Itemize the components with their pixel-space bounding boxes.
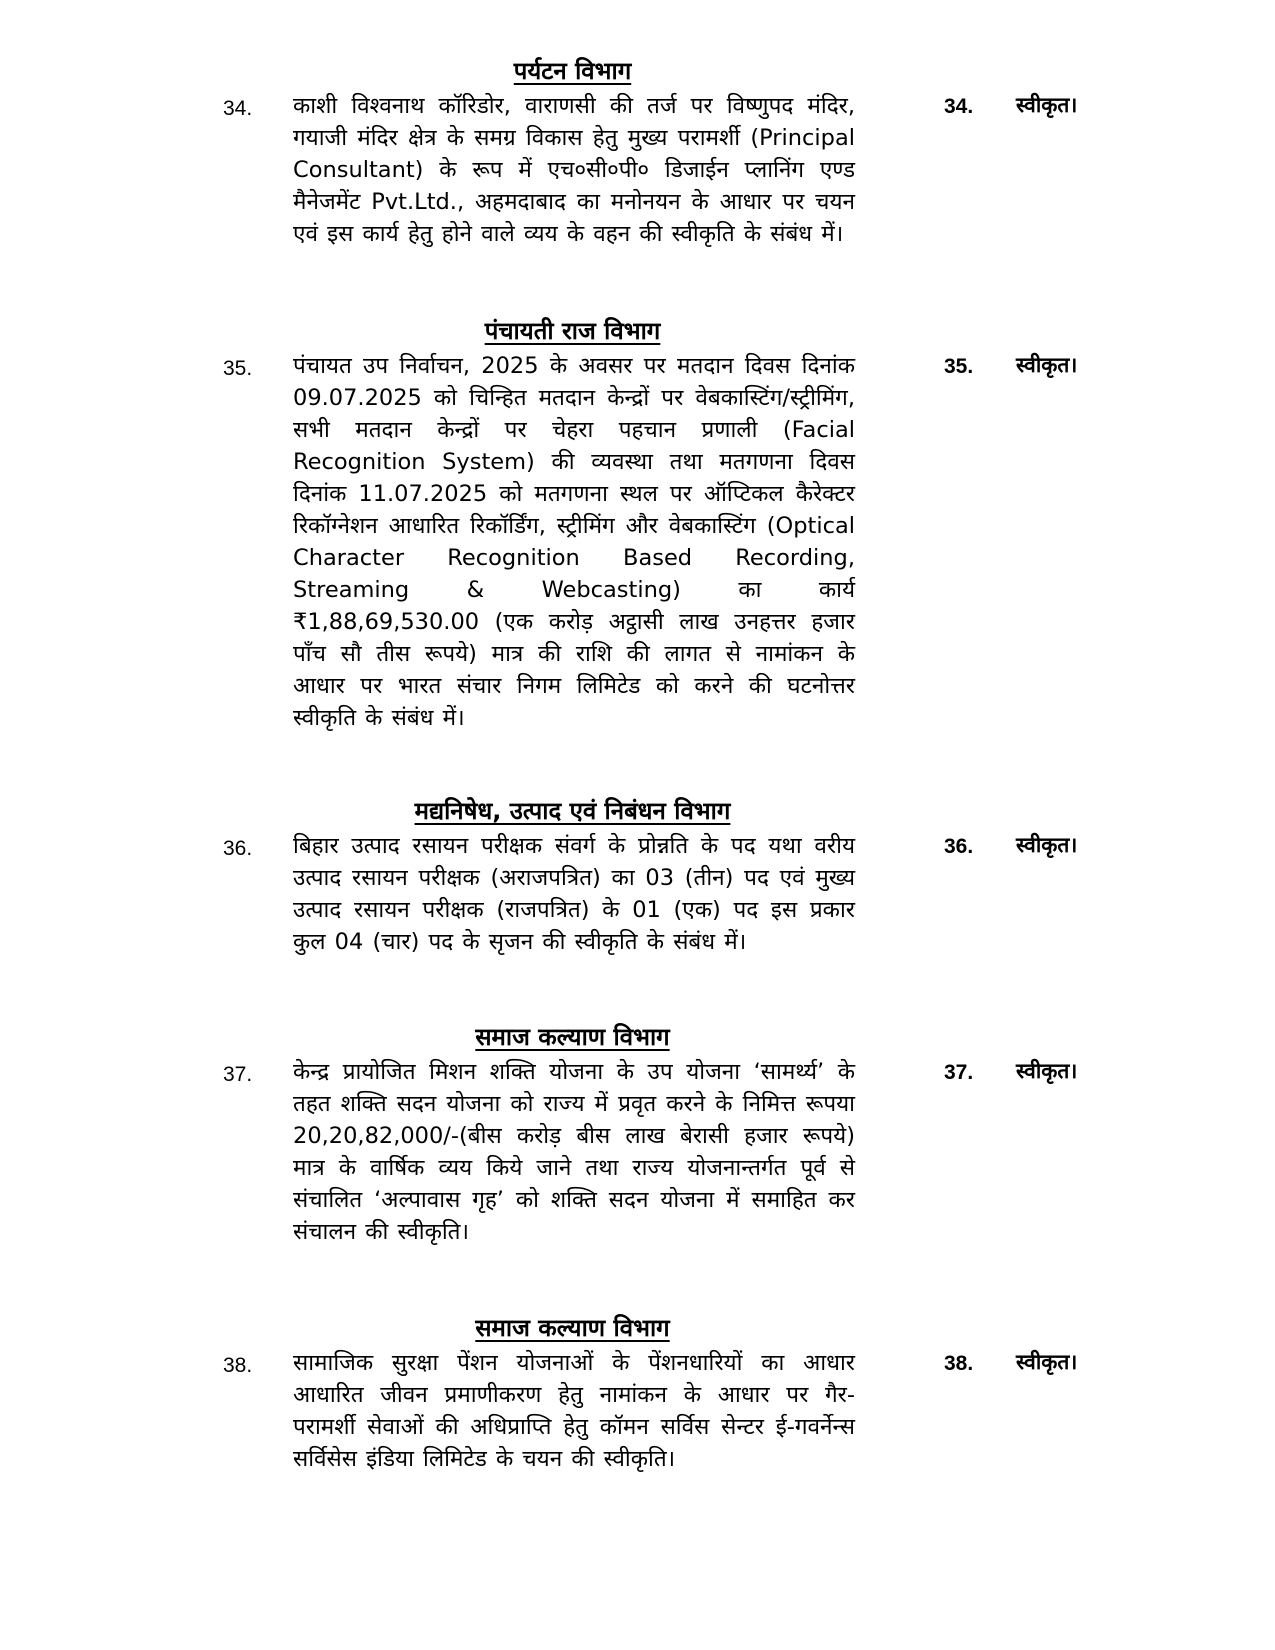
item-description: केन्द्र प्रायोजित मिशन शक्ति योजना के उप योजना ‘सामर्थ्य’ के तहत शक्ति सदन योजना को राज्य में प्रवृत करने के निमित्त रूपया 20,20,82,000/-(बीस करोड़ बीस लाख बेरासी हजार रूपये) मात्र के वार्षिक व्यय किये जाने तथा राज्य योजनान्तर्गत पूर्व से संचालित ‘अल्पावास गृह’ को शक्ति सदन योजना में समाहित कर संचालन की स्वीकृति। [293,1059,855,1245]
item-number: 35. [223,357,253,380]
department-heading: समाज कल्याण विभाग [475,1314,670,1342]
decision-number: 36. [944,835,974,858]
department-heading: पर्यटन विभाग [513,57,632,85]
decision-status: स्वीकृत। [1016,1059,1078,1083]
item-number: 37. [223,1063,253,1086]
department-heading: मद्यनिषेध, उत्पाद एवं निबंधन विभाग [414,797,731,825]
item-number: 38. [223,1354,253,1377]
decision-status: स्वीकृत। [1016,1350,1078,1374]
decision-number: 38. [944,1352,974,1375]
decision-number: 37. [944,1061,974,1084]
decision-number: 34. [944,95,974,118]
decision-status: स्वीकृत। [1016,353,1078,377]
item-description: काशी विश्वनाथ कॉरिडोर, वाराणसी की तर्ज पर विष्णुपद मंदिर, गयाजी मंदिर क्षेत्र के समग्र विकास हेतु मुख्य परामर्शी (Principal Consultant) के रूप में एच०सी०पी० डिजाईन प्लानिंग एण्ड मैनेजमेंट Pvt.Ltd., अहमदाबाद का मनोनयन के आधार पर चयन एवं इस कार्य हेतु होने वाले व्यय के वहन की स्वीकृति के संबंध में। [293,93,855,247]
item-description: सामाजिक सुरक्षा पेंशन योजनाओं के पेंशनधारियों का आधार आधारित जीवन प्रमाणीकरण हेतु नामांकन के आधार पर गैर-परामर्शी सेवाओं की अधिप्राप्ति हेतु कॉमन सर्विस सेन्टर ई-गवर्नेन्स सर्विसेस इंडिया लिमिटेड के चयन की स्वीकृति। [293,1350,855,1472]
item-number: 36. [223,837,253,860]
department-heading: पंचायती राज विभाग [484,317,661,345]
item-number: 34. [223,97,253,120]
item-description: बिहार उत्पाद रसायन परीक्षक संवर्ग के प्रोन्नति के पद यथा वरीय उत्पाद रसायन परीक्षक (अराजपत्रित) का 03 (तीन) पद एवं मुख्य उत्पाद रसायन परीक्षक (राजपत्रित) के 01 (एक) पद इस प्रकार कुल 04 (चार) पद के सृजन की स्वीकृति के संबंध में। [293,833,855,955]
decision-status: स्वीकृत। [1016,833,1078,857]
item-description: पंचायत उप निर्वाचन, 2025 के अवसर पर मतदान दिवस दिनांक 09.07.2025 को चिन्हित मतदान केन्द्रों पर वेबकास्टिंग/स्ट्रीमिंग, सभी मतदान केन्द्रों पर चेहरा पहचान प्रणाली (Facial Recognition System) की व्यवस्था तथा मतगणना दिवस दिनांक 11.07.2025 को मतगणना स्थल पर ऑप्टिकल कैरेक्टर रिकॉग्नेशन आधारित रिकॉर्डिंग, स्ट्रीमिंग और वेबकास्टिंग (Optical Character Recognition Based Recording, Streaming & Webcasting) का कार्य ₹1,88,69,530.00 (एक करोड़ अट्ठासी लाख उनहत्तर हजार पाँच सौ तीस रूपये) मात्र की राशि की लागत से नामांकन के आधार पर भारत संचार निगम लिमिटेड को करने की घटनोत्तर स्वीकृति के संबंध में। [293,353,855,731]
department-heading: समाज कल्याण विभाग [475,1023,670,1051]
decision-number: 35. [944,355,974,378]
decision-status: स्वीकृत। [1016,93,1078,117]
